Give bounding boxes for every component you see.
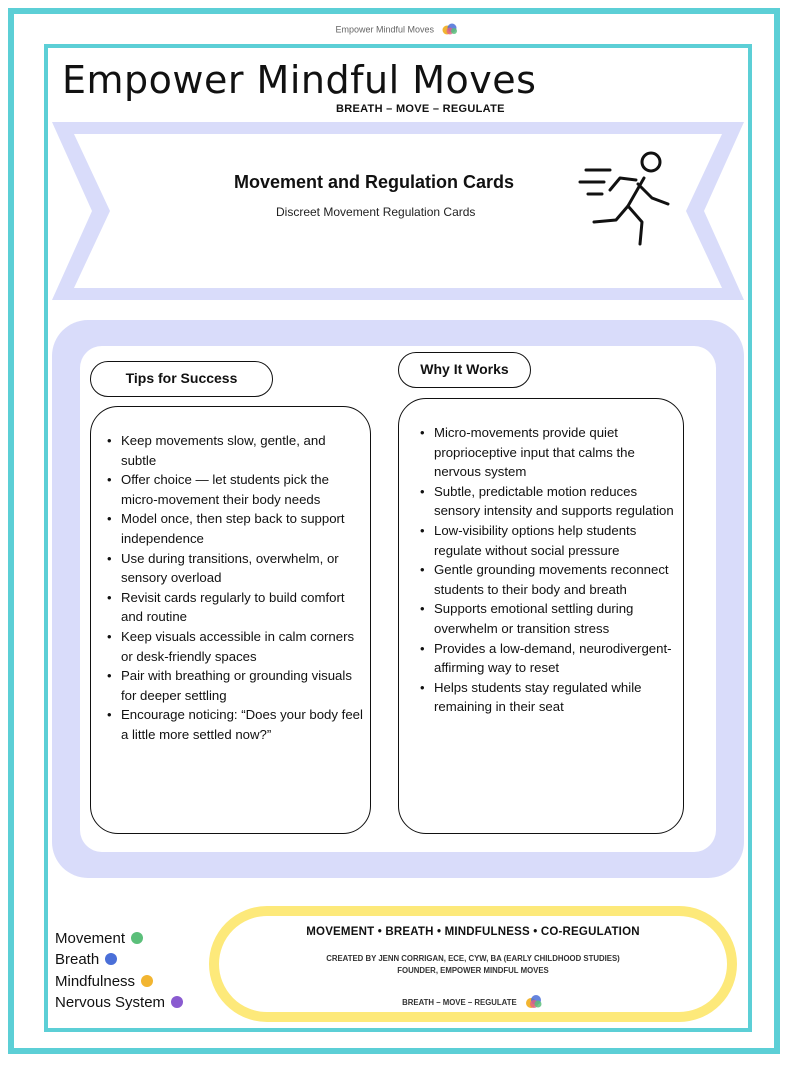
- running-person-icon: [576, 148, 676, 252]
- banner-title: Movement and Regulation Cards: [234, 172, 515, 192]
- legend-label: Mindfulness: [55, 972, 136, 990]
- list-item: • Keep movements slow, gentle, and subtle: [107, 431, 363, 470]
- list-item: • Micro-movements provide quiet proprioceptive input that calms the nervous system: [420, 423, 680, 482]
- brand-logo-icon: [441, 22, 459, 38]
- green-dot-icon: [131, 932, 143, 944]
- footer-heading: MOVEMENT • BREATH • MINDFULNESS • CO-REGULATION: [306, 926, 640, 938]
- legend-item-mindfulness: [55, 971, 183, 992]
- purple-dot-icon: [171, 996, 183, 1008]
- legend-label: Nervous System: [55, 993, 166, 1011]
- brand-logo-icon: [524, 994, 544, 1012]
- list-item: • Model once, then step back to support independence: [107, 509, 363, 548]
- legend-item-breath: [55, 949, 183, 970]
- legend-item-movement: [55, 928, 183, 949]
- why-heading: Why It Works: [398, 352, 531, 388]
- top-brand-text: Empower Mindful Moves: [335, 24, 435, 35]
- blue-dot-icon: [105, 953, 117, 965]
- list-item: • Gentle grounding movements reconnect students to their body and breath: [420, 560, 680, 599]
- footer-tagline: BREATH – MOVE – REGULATE: [402, 998, 517, 1008]
- list-item: • Low-visibility options help students regulate without social pressure: [420, 521, 680, 560]
- legend-item-nervous-system: [55, 992, 183, 1013]
- list-item: • Subtle, predictable motion reduces sensory intensity and supports regulation: [420, 482, 680, 521]
- list-item: • Keep visuals accessible in calm corners or desk-friendly spaces: [107, 627, 363, 666]
- footer-tagline-row: [209, 994, 737, 1012]
- header-tagline: BREATH – MOVE – REGULATE: [336, 103, 505, 115]
- list-item: • Offer choice — let students pick the micro-movement their body needs: [107, 470, 363, 509]
- list-item: • Revisit cards regularly to build comfort and routine: [107, 588, 363, 627]
- tips-heading: Tips for Success: [90, 361, 273, 397]
- list-item: • Helps students stay regulated while remaining in their seat: [420, 678, 680, 717]
- page-title: Empower Mindful Moves: [62, 58, 537, 102]
- top-brand: [0, 22, 794, 38]
- list-item: • Pair with breathing or grounding visuals for deeper settling: [107, 666, 363, 705]
- list-item: • Use during transitions, overwhelm, or sensory overload: [107, 549, 363, 588]
- legend-label: Movement: [55, 930, 126, 947]
- yellow-dot-icon: [141, 975, 153, 987]
- why-list: [420, 423, 680, 717]
- list-item: • Provides a low-demand, neurodivergent-affirming way to reset: [420, 639, 680, 678]
- tips-list: [107, 431, 363, 745]
- color-legend: [55, 928, 183, 1013]
- footer-credit-line1: CREATED BY JENN CORRIGAN, ECE, CYW, BA (EARLY CHILDHOOD STUDIES): [326, 954, 620, 963]
- legend-label: Breath: [55, 951, 100, 969]
- list-item: • Encourage noticing: “Does your body feel a little more settled now?”: [107, 705, 363, 744]
- why-card: [398, 398, 684, 834]
- tips-card: [90, 406, 371, 834]
- footer-credit: [209, 953, 737, 977]
- footer-credit-line2: FOUNDER, EMPOWER MINDFUL MOVES: [397, 966, 549, 975]
- list-item: • Supports emotional settling during overwhelm or transition stress: [420, 599, 680, 638]
- banner-subtitle: Discreet Movement Regulation Cards: [276, 205, 476, 219]
